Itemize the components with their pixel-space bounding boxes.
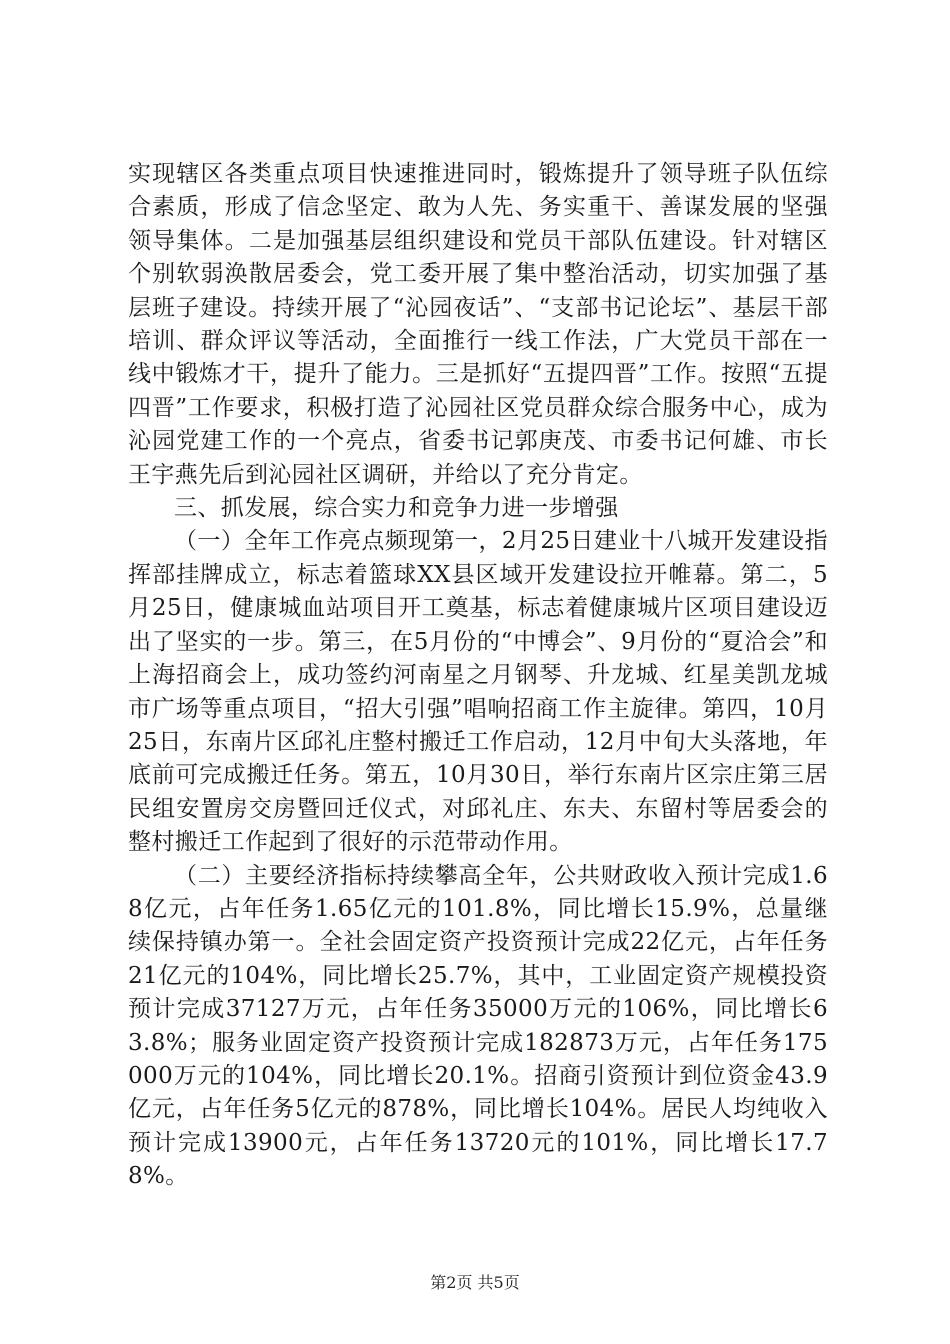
paragraph-economic-indicators: （二）主要经济指标持续攀高全年，公共财政收入预计完成1.68亿元，占年任务1.65亿元的101.8%，同比增长15.9%，总量继续保持镇办第一。全社会固定资产投资预计完成22亿元，占年任务21亿元的104%，同比增长25.7%，其中，工业固定资产规模投资预计完成37127万元，占年任务35000万元的106%，同比增长63.8%；服务业固定资产投资预计完成182873万元，占年任务175000万元的104%，同比增长20.1%。招商引资预计到位资金43.9亿元，占年任务5亿元的878%，同比增长104%。居民人均纯收入预计完成13900元，占年任务13720元的101%，同比增长17.78%。	[128, 862, 828, 1190]
document-body	[128, 158, 828, 1194]
paragraph-highlights: （一）全年工作亮点频现第一，2月25日建业十八城开发建设指挥部挂牌成立，标志着篮球XX县区域开发建设拉开帷幕。第二，5月25日，健康城血站项目开工奠基，标志着健康城片区项目建设迈出了坚实的一步。第三，在5月份的“中博会”、9月份的“夏洽会”和上海招商会上，成功签约河南星之月钢琴、升龙城、红星美凯龙城市广场等重点项目，“招大引强”唱响招商工作主旋律。第四，10月25日，东南片区邱礼庄整村搬迁工作启动，12月中旬大头落地，年底前可完成搬迁任务。第五，10月30日，举行东南片区宗庄第三居民组安置房交房暨回迁仪式，对邱礼庄、东夫、东留村等居委会的整村搬迁工作起到了很好的示范带动作用。	[128, 528, 828, 856]
paragraph-party-building: 实现辖区各类重点项目快速推进同时，锻炼提升了领导班子队伍综合素质，形成了信念坚定、敢为人先、务实重干、善谋发展的坚强领导集体。二是加强基层组织建设和党员干部队伍建设。针对辖区个别软弱涣散居委会，党工委开展了集中整治活动，切实加强了基层班子建设。持续开展了“沁园夜话”、“支部书记论坛”、基层干部培训、群众评议等活动，全面推行一线工作法，广大党员干部在一线中锻炼才干，提升了能力。三是抓好“五提四晋”工作。按照“五提四晋”工作要求，积极打造了沁园社区党员群众综合服务中心，成为沁园党建工作的一个亮点，省委书记郭庚茂、市委书记何雄、市长王宇燕先后到沁园社区调研，并给以了充分肯定。	[128, 161, 828, 488]
section-heading-development: 三、抓发展，综合实力和竞争力进一步增强	[174, 495, 619, 522]
page-footer: 第2页 共5页	[430, 1273, 520, 1292]
